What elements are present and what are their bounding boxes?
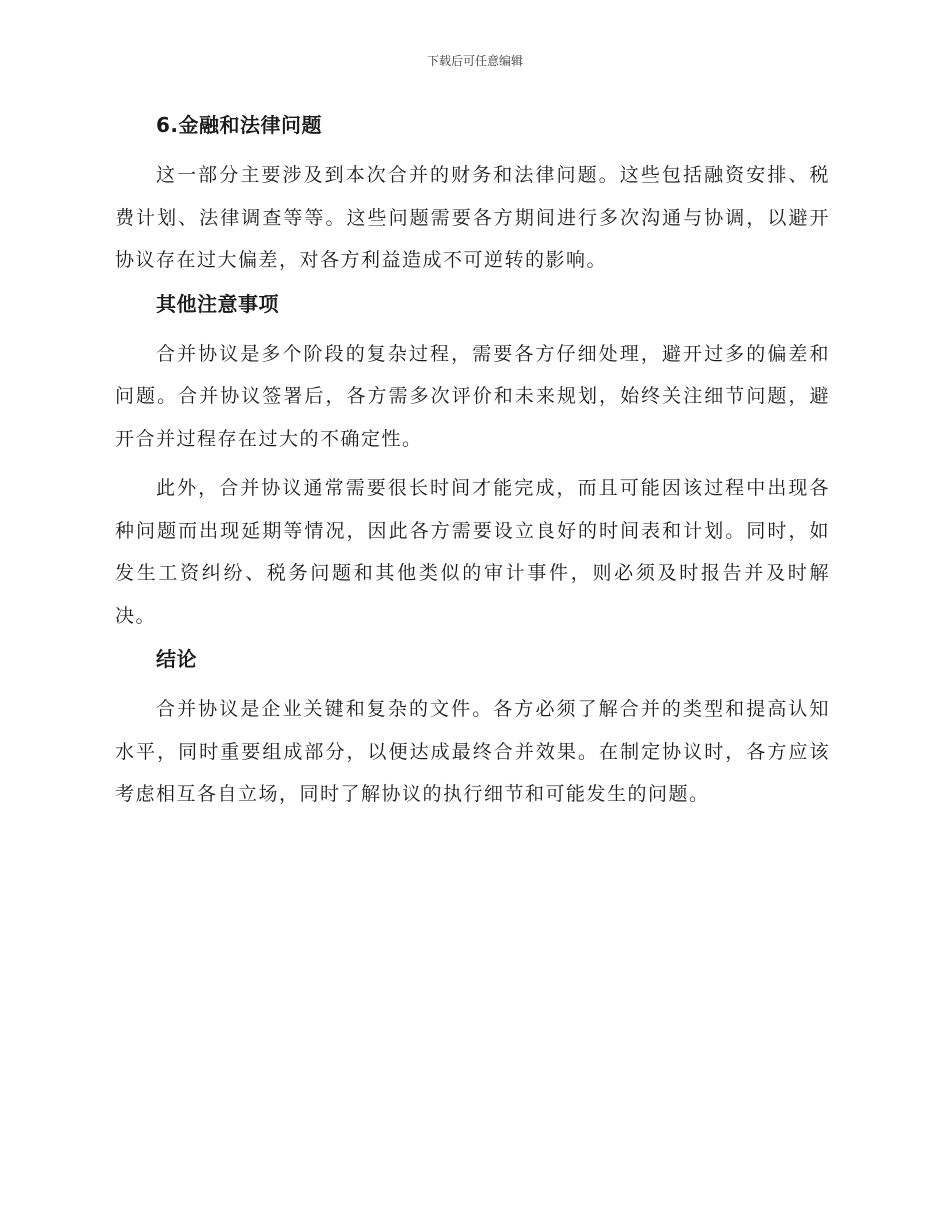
section-heading: 结论 [156,647,197,671]
paragraph: 此外，合并协议通常需要很长时间才能完成，而且可能因该过程中出现各种问题而出现延期等情况，因此各方需要设立良好的时间表和计划。同时，如发生工资纠纷、税务问题和其他类似的审计事件，则必须及时报告并及时解决。 [115,477,830,627]
paragraph: 合并协议是多个阶段的复杂过程，需要各方仔细处理，避开过多的偏差和问题。合并协议签署后，各方需多次评价和未来规划，始终关注细节问题，避开合并过程存在过大的不确定性。 [115,342,830,450]
section-other-notes [115,289,830,638]
document-body [115,110,830,823]
section-heading: 6.金融和法律问题 [156,113,323,137]
paragraph: 这一部分主要涉及到本次合并的财务和法律问题。这些包括融资安排、税费计划、法律调查等等。这些问题需要各方期间进行多次沟通与协调，以避开协议存在过大偏差，对各方利益造成不可逆转的影响。 [115,164,830,271]
section-conclusion [115,644,830,816]
section-finance-legal [115,110,830,282]
section-heading: 其他注意事项 [156,291,279,316]
page-header: 下载后可任意编辑 [426,54,523,68]
paragraph: 合并协议是企业关键和复杂的文件。各方必须了解合并的类型和提高认知水平，同时重要组成部分，以便达成最终合并效果。在制定协议时，各方应该考虑相互各自立场，同时了解协议的执行细节和可能发生的问题。 [115,698,830,805]
